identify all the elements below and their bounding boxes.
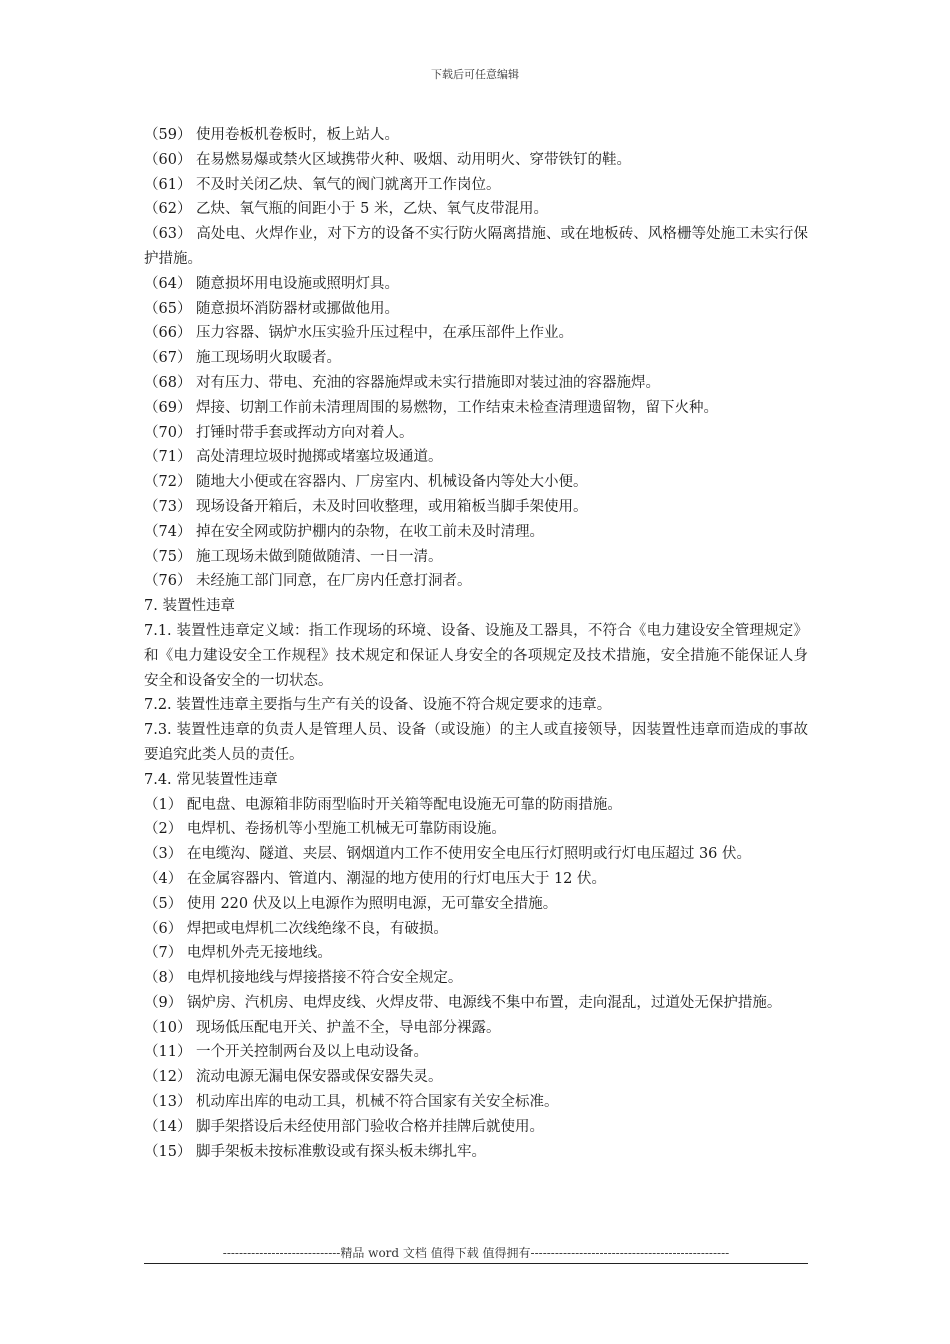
- device-item-11: （11） 一个开关控制两台及以上电动设备。: [144, 1044, 429, 1061]
- device-item-7: （7） 电焊机外壳无接地线。: [144, 945, 332, 962]
- device-item-13: （13） 机动库出库的电动工具，机械不符合国家有关安全标准。: [144, 1094, 559, 1111]
- list-item-64: （64） 随意损坏用电设施或照明灯具。: [144, 275, 400, 292]
- list-item-67: （67） 施工现场明火取暖者。: [144, 350, 342, 367]
- footer-text: -----------------------------精品 word 文档 值得下载 值得拥有-------------------------------------------------: [222, 1246, 730, 1260]
- list-item-62: （62） 乙炔、氧气瓶的间距小于 5 米，乙炔、氧气皮带混用。: [144, 201, 549, 218]
- footer-rule: [144, 1263, 808, 1264]
- list-item-68: （68） 对有压力、带电、充油的容器施焊或未实行措施即对装过油的容器施焊。: [144, 374, 661, 391]
- device-item-12: （12） 流动电源无漏电保安器或保安器失灵。: [144, 1069, 443, 1086]
- list-item-72: （72） 随地大小便或在容器内、厂房室内、机械设备内等处大小便。: [144, 474, 588, 491]
- list-item-70: （70） 打锤时带手套或挥动方向对着人。: [144, 424, 414, 441]
- device-item-2: （2） 电焊机、卷扬机等小型施工机械无可靠防雨设施。: [144, 821, 506, 838]
- list-item-73: （73） 现场设备开箱后，未及时回收整理，或用箱板当脚手架使用。: [144, 498, 588, 515]
- document-body: [144, 123, 808, 1164]
- list-item-60: （60） 在易燃易爆或禁火区域携带火种、吸烟、动用明火、穿带铁钉的鞋。: [144, 151, 632, 168]
- list-item-59: （59） 使用卷板机卷板时，板上站人。: [144, 127, 400, 143]
- section-7-3: 7.3. 装置性违章的负责人是管理人员、设备（或设施）的主人或直接领导，因装置性违章而造成的事故要追究此类人员的责任。: [144, 722, 808, 763]
- page-footer: [144, 1244, 808, 1264]
- device-item-9: （9） 锅炉房、汽机房、电焊皮线、火焊皮带、电源线不集中布置，走向混乱，过道处无保护措施。: [144, 994, 782, 1011]
- list-item-76: （76） 未经施工部门同意，在厂房内任意打洞者。: [144, 573, 472, 590]
- section-7-1: 7.1. 装置性违章定义域：指工作现场的环境、设备、设施及工器具，不符合《电力建设安全管理规定》和《电力建设安全工作规程》技术规定和保证人身安全的各项规定及技术措施，安全措施不能保证人身安全和设备安全的一切状态。: [144, 622, 808, 689]
- section-heading-7-4: 7.4. 常见装置性违章: [144, 771, 278, 788]
- list-item-63: （63） 高处电、火焊作业，对下方的设备不实行防火隔离措施、或在地板砖、风格栅等处施工未实行保护措施。: [144, 226, 808, 267]
- section-7-2: 7.2. 装置性违章主要指与生产有关的设备、设施不符合规定要求的违章。: [144, 697, 612, 714]
- list-item-75: （75） 施工现场未做到随做随清、一日一清。: [144, 548, 443, 565]
- device-item-1: （1） 配电盘、电源箱非防雨型临时开关箱等配电设施无可靠的防雨措施。: [144, 796, 622, 813]
- page-header: 下载后可任意编辑: [431, 68, 519, 81]
- device-item-6: （6） 焊把或电焊机二次线绝缘不良，有破损。: [144, 920, 448, 937]
- device-item-8: （8） 电焊机接地线与焊接搭接不符合安全规定。: [144, 970, 463, 987]
- device-item-14: （14） 脚手架搭设后未经使用部门验收合格并挂牌后就使用。: [144, 1118, 545, 1135]
- device-item-4: （4） 在金属容器内、管道内、潮湿的地方使用的行灯电压大于 12 伏。: [144, 870, 607, 887]
- list-item-65: （65） 随意损坏消防器材或挪做他用。: [144, 300, 400, 317]
- device-item-5: （5） 使用 220 伏及以上电源作为照明电源，无可靠安全措施。: [144, 895, 558, 912]
- section-heading-7: 7. 装置性违章: [144, 598, 235, 615]
- list-item-61: （61） 不及时关闭乙炔、氧气的阀门就离开工作岗位。: [144, 176, 501, 193]
- list-item-66: （66） 压力容器、锅炉水压实验升压过程中，在承压部件上作业。: [144, 325, 574, 342]
- list-item-71: （71） 高处清理垃圾时抛掷或堵塞垃圾通道。: [144, 449, 443, 466]
- list-item-74: （74） 掉在安全网或防护棚内的杂物，在收工前未及时清理。: [144, 523, 545, 540]
- device-item-15: （15） 脚手架板未按标准敷设或有探头板未绑扎牢。: [144, 1143, 487, 1160]
- list-item-69: （69） 焊接、切割工作前未清理周围的易燃物，工作结束未检查清理遗留物，留下火种。: [144, 399, 719, 416]
- device-item-3: （3） 在电缆沟、隧道、夹层、钢烟道内工作不使用安全电压行灯照明或行灯电压超过 36 伏。: [144, 846, 751, 863]
- device-item-10: （10） 现场低压配电开关、护盖不全，导电部分裸露。: [144, 1019, 501, 1036]
